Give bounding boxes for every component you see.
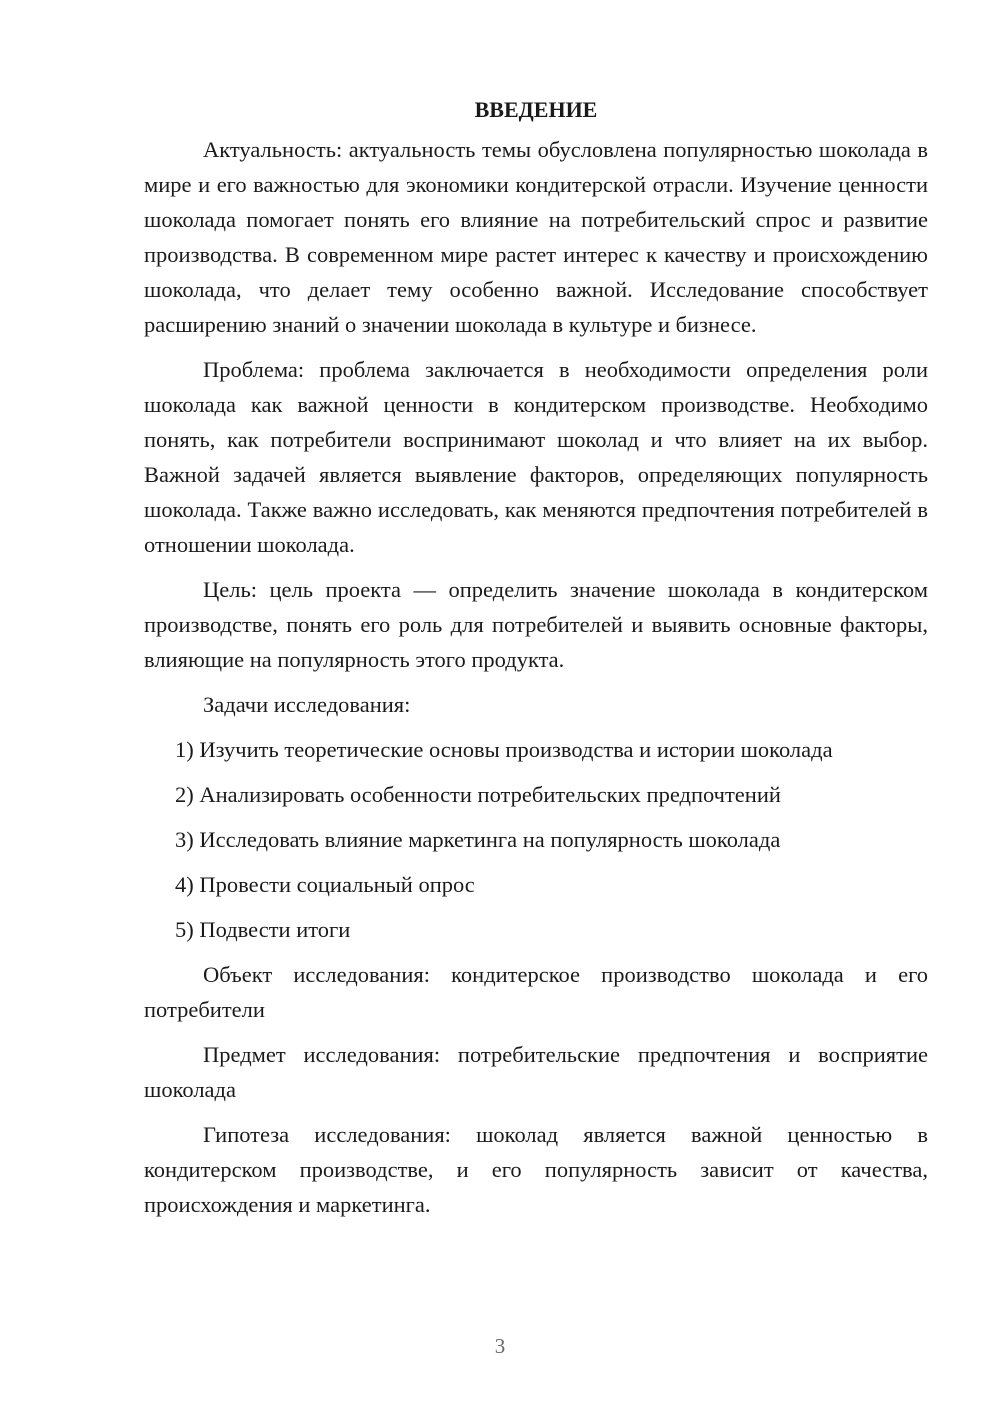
page-number: 3 <box>494 1334 506 1358</box>
hypothesis-paragraph: Гипотеза исследования: шоколад является важной ценностью в кондитерском производстве, и его популярность зависит от качества, происхождения и маркетинга. <box>144 1122 928 1217</box>
tasks-heading: Задачи исследования: <box>203 692 411 717</box>
task-item: 1) Изучить теоретические основы производства и истории шоколада <box>175 737 833 762</box>
subject-paragraph: Предмет исследования: потребительские предпочтения и восприятие шоколада <box>144 1042 928 1102</box>
page-content <box>144 92 928 1222</box>
relevance-paragraph: Актуальность: актуальность темы обусловлена популярностью шоколада в мире и его важностью для экономики кондитерской отрасли. Изучение ценности шоколада помогает понять его влияние на потребительский спрос и развитие производства. В современном мире растет интерес к качеству и происхождению шоколада, что делает тему особенно важной. Исследование способствует расширению знаний о значении шоколада в культуре и бизнесе. <box>144 137 928 337</box>
page-title: ВВЕДЕНИЕ <box>474 97 598 122</box>
task-item: 4) Провести социальный опрос <box>175 872 475 897</box>
goal-paragraph: Цель: цель проекта — определить значение шоколада в кондитерском производстве, понять его роль для потребителей и выявить основные факторы, влияющие на популярность этого продукта. <box>144 577 928 672</box>
problem-paragraph: Проблема: проблема заключается в необходимости определения роли шоколада как важной ценности в кондитерском производстве. Необходимо понять, как потребители воспринимают шоколад и что влияет на их выбор. Важной задачей является выявление факторов, определяющих популярность шоколада. Также важно исследовать, как меняются предпочтения потребителей в отношении шоколада. <box>144 357 928 557</box>
task-item: 2) Анализировать особенности потребительских предпочтений <box>175 782 781 807</box>
tasks-list <box>144 732 928 947</box>
object-paragraph: Объект исследования: кондитерское производство шоколада и его потребители <box>144 962 928 1022</box>
task-item: 5) Подвести итоги <box>175 917 351 942</box>
task-item: 3) Исследовать влияние маркетинга на популярность шоколада <box>175 827 781 852</box>
